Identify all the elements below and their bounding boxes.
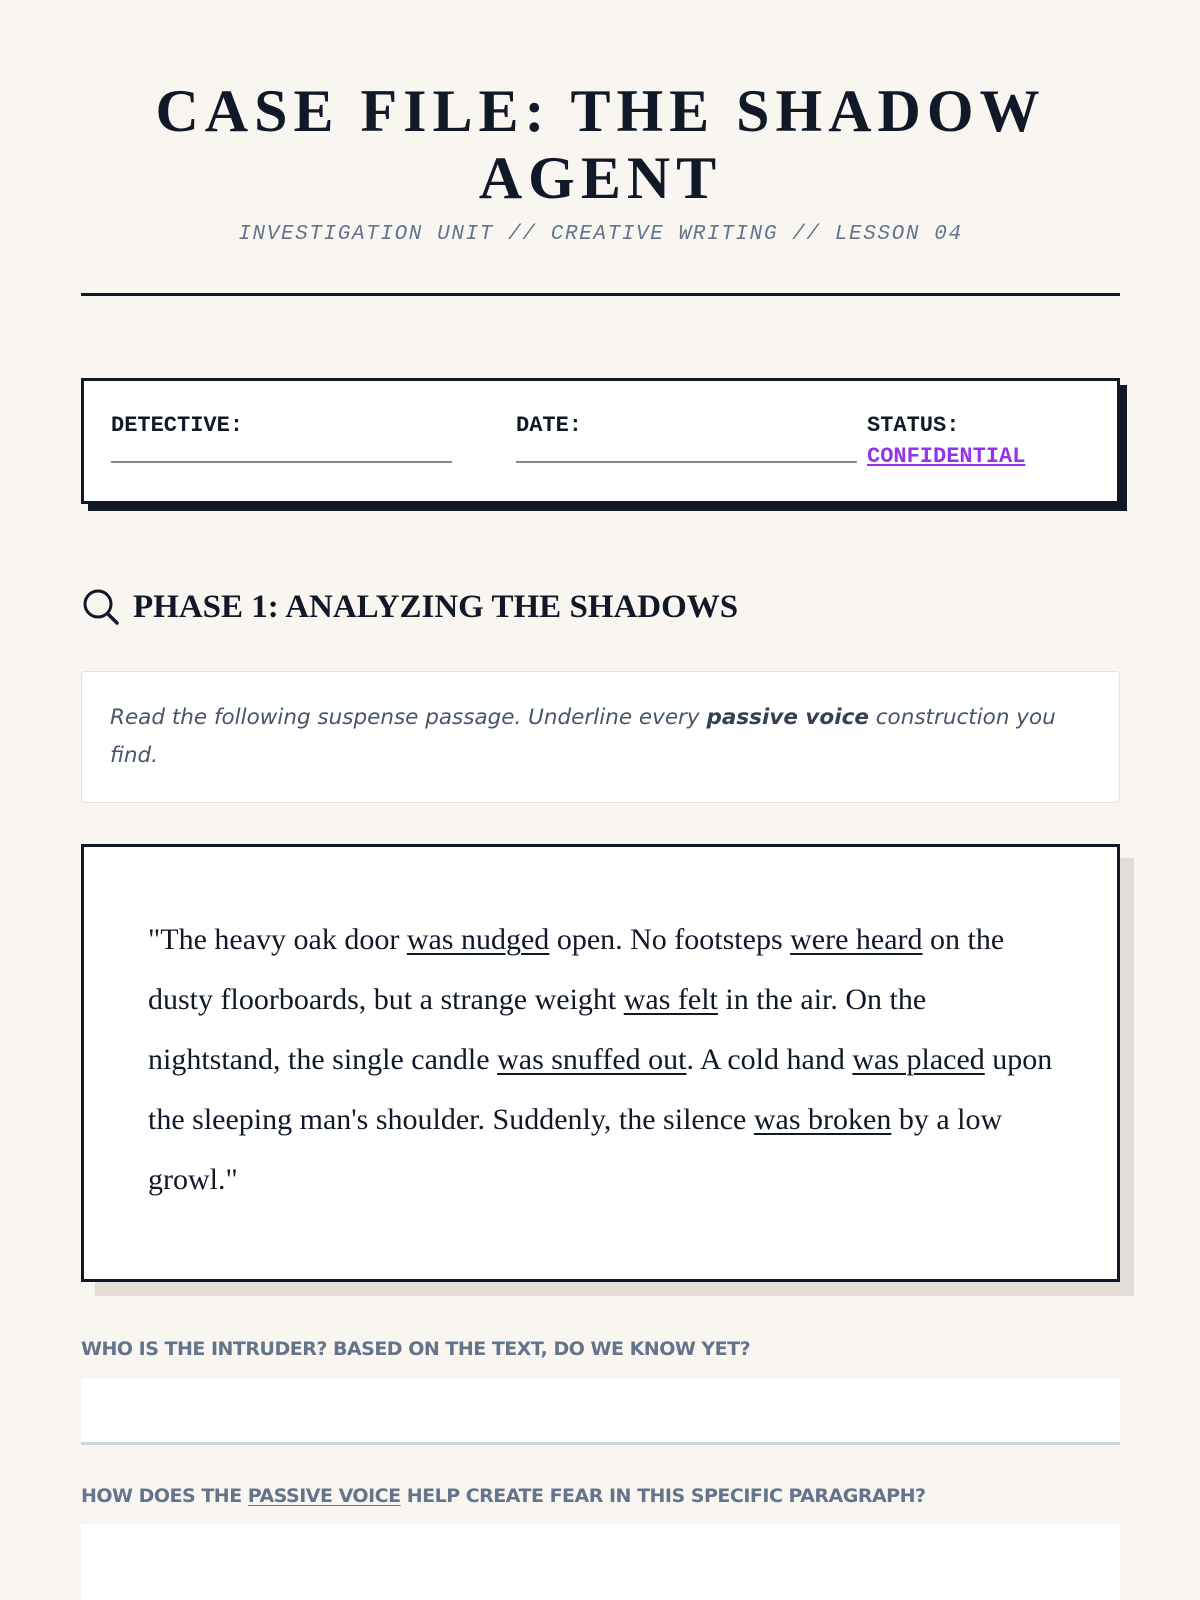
status-label: STATUS:: [867, 413, 960, 438]
passage-text: in the air. On the nightstand, the single candle: [148, 983, 927, 1076]
answer-field-intruder[interactable]: [81, 1379, 1120, 1445]
question-intruder: WHO IS THE INTRUDER? BASED ON THE TEXT, DO WE KNOW YET?: [81, 1338, 751, 1360]
instructions-box: [81, 671, 1120, 803]
case-details-box: [81, 378, 1120, 504]
date-blank[interactable]: ___________________________: [516, 442, 857, 467]
question-passive-voice: [81, 1485, 926, 1507]
passage-text: open. No footsteps: [549, 923, 791, 956]
detective-label: DETECTIVE:: [111, 413, 244, 438]
question-text: HOW DOES THE: [81, 1485, 248, 1507]
instructions-text: Read the following suspense passage. Underline every: [110, 705, 707, 730]
question-term: PASSIVE VOICE: [247, 1485, 401, 1507]
answer-field-passive-voice[interactable]: [81, 1524, 1120, 1600]
status-field: [867, 413, 1025, 469]
passive-phrase: were heard: [790, 923, 923, 956]
search-icon: [81, 587, 121, 627]
detective-blank[interactable]: ___________________________: [111, 442, 452, 467]
date-label: DATE:: [516, 413, 583, 438]
page-subtitle: INVESTIGATION UNIT // CREATIVE WRITING // LESSON 04: [238, 223, 963, 246]
passive-phrase: was placed: [852, 1043, 985, 1076]
instructions-text-end: construction you find.: [110, 705, 1056, 768]
passage-text: upon the sleeping man's shoulder. Suddenly, the silence: [148, 1043, 1053, 1136]
suspense-passage: [81, 844, 1120, 1282]
page-title: CASE FILE: THE SHADOW AGENT: [155, 78, 1046, 211]
passive-phrase: was nudged: [406, 923, 550, 956]
passive-phrase: was snuffed out: [497, 1043, 687, 1076]
status-badge: CONFIDENTIAL: [867, 444, 1026, 469]
passage-text: by a low growl.": [148, 1103, 1003, 1196]
passage-text: "The heavy oak door: [148, 923, 407, 956]
instructions-emphasis: passive voice: [706, 705, 869, 730]
page-header: [81, 78, 1120, 246]
phase-heading: [81, 585, 738, 629]
date-field: [516, 413, 856, 467]
passage-text: on the dusty floorboards, but a strange weight: [148, 923, 1005, 1016]
header-divider: [81, 293, 1120, 296]
detective-field: [111, 413, 451, 467]
passive-phrase: was felt: [623, 983, 718, 1016]
passive-phrase: was broken: [753, 1103, 892, 1136]
passage-text: . A cold hand: [686, 1043, 853, 1076]
phase-title: PHASE 1: ANALYZING THE SHADOWS: [133, 588, 739, 625]
question-text-end: HELP CREATE FEAR IN THIS SPECIFIC PARAGRAPH?: [400, 1485, 926, 1507]
